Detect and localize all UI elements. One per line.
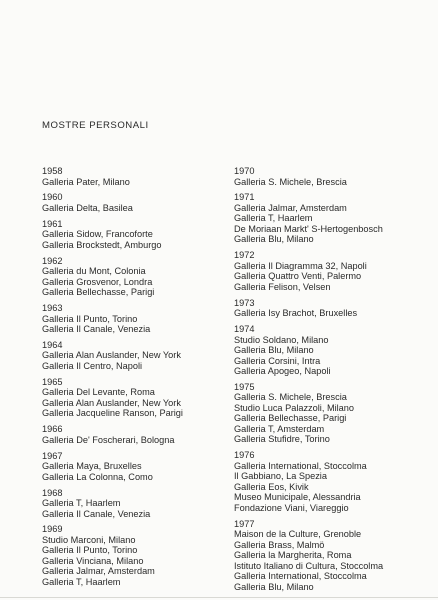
year-group xyxy=(42,524,232,587)
venue-item: Galleria De' Foscherari, Bologna xyxy=(42,434,175,445)
venue-item: Galleria Apogeo, Napoli xyxy=(234,366,331,377)
venue-item: Il Gabbiano, La Spezia xyxy=(234,471,327,482)
venue-item: Studio Soldano, Milano xyxy=(234,334,329,345)
year-label: 1977 xyxy=(234,518,255,529)
year-group xyxy=(234,192,434,245)
year-label: 1967 xyxy=(42,450,63,461)
venue-item: Galleria T, Haarlem xyxy=(42,576,121,587)
venue-item: Galleria International, Stoccolma xyxy=(234,571,367,582)
year-group xyxy=(42,256,232,298)
venue-item: De Moriaan Markt' S-Hertogenbosch xyxy=(234,223,383,234)
venue-item: Galleria Isy Brachot, Bruxelles xyxy=(234,308,358,319)
year-label: 1961 xyxy=(42,218,63,229)
venue-item: Galleria International, Stoccolma xyxy=(234,460,367,471)
year-label: 1958 xyxy=(42,166,63,176)
venue-item: Galleria Brockstedt, Amburgo xyxy=(42,239,162,250)
year-group xyxy=(234,324,434,377)
venue-item: Galleria Alan Auslander, New York xyxy=(42,397,181,408)
venue-item: Galleria Stufidre, Torino xyxy=(234,434,330,445)
year-label: 1968 xyxy=(42,487,63,498)
venue-item: Galleria Del Levante, Roma xyxy=(42,387,155,398)
year-label: 1964 xyxy=(42,339,63,350)
venue-item: Fondazione Viani, Viareggio xyxy=(234,502,349,513)
venue-item: Istituto Italiano di Cultura, Stoccolma xyxy=(234,560,384,571)
year-label: 1974 xyxy=(234,324,255,335)
venue-item: Galleria Pater, Milano xyxy=(42,176,130,187)
venue-item: Galleria Il Diagramma 32, Napoli xyxy=(234,260,367,271)
page-edge-divider xyxy=(0,597,438,598)
year-group xyxy=(42,488,232,520)
venue-item: Galleria Alan Auslander, New York xyxy=(42,350,181,361)
venue-item: Galleria Jalmar, Amsterdam xyxy=(42,566,155,577)
year-group xyxy=(42,166,232,187)
year-label: 1976 xyxy=(234,450,255,461)
page-title: MOSTRE PERSONALI xyxy=(42,120,149,131)
year-label: 1962 xyxy=(42,255,63,266)
venue-item: Galleria la Margherita, Roma xyxy=(234,550,352,561)
venue-item: Galleria T, Haarlem xyxy=(234,213,313,224)
year-label: 1975 xyxy=(234,381,255,392)
venue-item: Galleria Il Canale, Venezia xyxy=(42,324,151,335)
year-label: 1960 xyxy=(42,192,63,203)
venue-item: Galleria Il Punto, Torino xyxy=(42,313,138,324)
venue-item: Galleria Quattro Venti, Palermo xyxy=(234,271,362,282)
venue-item: Maison de la Culture, Grenoble xyxy=(234,529,362,540)
venue-item: Galleria Grosvenor, Londra xyxy=(42,276,153,287)
venue-item: Galleria T, Amsterdam xyxy=(234,423,325,434)
year-label: 1973 xyxy=(234,297,255,308)
venue-item: Galleria du Mont, Colonia xyxy=(42,266,146,277)
year-label: 1963 xyxy=(42,303,63,314)
venue-item: Studio Marconi, Milano xyxy=(42,534,136,545)
venue-item: Galleria S. Michele, Brescia xyxy=(234,392,347,403)
venue-item: Galleria Blu, Milano xyxy=(234,581,314,592)
venue-item: Galleria Delta, Basilea xyxy=(42,202,133,213)
year-label: 1965 xyxy=(42,376,63,387)
year-label: 1966 xyxy=(42,424,63,435)
year-group xyxy=(234,519,434,593)
venue-item: Galleria La Colonna, Como xyxy=(42,471,153,482)
year-label: 1970 xyxy=(234,166,255,176)
venue-item: Galleria Sidow, Francoforte xyxy=(42,229,153,240)
year-label: 1969 xyxy=(42,524,63,535)
venue-item: Galleria Corsini, Intra xyxy=(234,355,321,366)
year-group xyxy=(234,450,434,513)
year-group xyxy=(42,424,232,445)
venue-item: Galleria Maya, Bruxelles xyxy=(42,461,142,472)
venue-item: Galleria Brass, Malmö xyxy=(234,539,325,550)
year-group xyxy=(42,303,232,335)
venue-item: Galleria Il Centro, Napoli xyxy=(42,360,143,371)
year-label: 1972 xyxy=(234,250,255,261)
venue-item: Galleria Blu, Milano xyxy=(234,345,314,356)
venue-item: Studio Luca Palazzoli, Milano xyxy=(234,402,355,413)
year-group xyxy=(234,382,434,445)
year-group xyxy=(42,219,232,251)
venue-item: Galleria Jacqueline Ranson, Parigi xyxy=(42,408,183,419)
venue-item: Galleria Il Canale, Venezia xyxy=(42,508,151,519)
year-group xyxy=(42,192,232,213)
year-group xyxy=(42,377,232,419)
venue-item: Galleria Bellechasse, Parigi xyxy=(42,287,155,298)
venue-item: Galleria Felison, Velsen xyxy=(234,281,331,292)
year-group xyxy=(42,340,232,372)
venue-item: Galleria Vinciana, Milano xyxy=(42,555,144,566)
venue-item: Galleria T, Haarlem xyxy=(42,498,121,509)
venue-item: Galleria S. Michele, Brescia xyxy=(234,176,347,187)
year-group xyxy=(42,451,232,483)
venue-item: Galleria Bellechasse, Parigi xyxy=(234,413,347,424)
venue-item: Museo Municipale, Alessandria xyxy=(234,492,361,503)
venue-item: Galleria Eos, Kivik xyxy=(234,481,309,492)
left-exhibition-column xyxy=(42,166,232,593)
venue-item: Galleria Il Punto, Torino xyxy=(42,545,138,556)
year-label: 1971 xyxy=(234,192,255,203)
right-exhibition-column xyxy=(234,166,434,598)
year-group xyxy=(234,298,434,319)
year-group xyxy=(234,166,434,187)
venue-item: Galleria Jalmar, Amsterdam xyxy=(234,202,347,213)
venue-item: Galleria Blu, Milano xyxy=(234,234,314,245)
year-group xyxy=(234,250,434,292)
